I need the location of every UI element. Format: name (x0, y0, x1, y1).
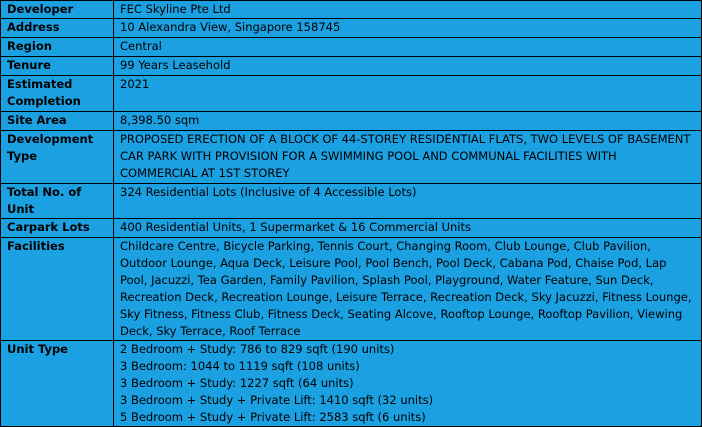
row-development-type (1, 131, 702, 184)
completion-label: Estimated Completion (1, 76, 114, 112)
region-value: Central (114, 38, 702, 57)
development-type-value: PROPOSED ERECTION OF A BLOCK OF 44-STOREY RESIDENTIAL FLATS, TWO LEVELS OF BASEMENT CAR PARK WITH PROVISION FOR A SWIMMING POOL AND COMMUNAL FACILITIES WITH COMMERCIAL AT 1ST STOREY (114, 131, 702, 184)
row-region (1, 38, 702, 57)
completion-value: 2021 (114, 76, 702, 112)
developer-value: FEC Skyline Pte Ltd (114, 1, 702, 19)
row-developer (1, 1, 702, 19)
row-facilities (1, 238, 702, 341)
total-units-value: 324 Residential Lots (Inclusive of 4 Accessible Lots) (114, 184, 702, 219)
tenure-label: Tenure (1, 57, 114, 76)
development-type-label: Development Type (1, 131, 114, 184)
row-tenure (1, 57, 702, 76)
unit-type-line: 2 Bedroom + Study: 786 to 829 sqft (190 units) (120, 342, 395, 356)
row-total-units (1, 184, 702, 219)
tenure-value: 99 Years Leasehold (114, 57, 702, 76)
unit-type-line: 3 Bedroom + Study + Private Lift: 1410 sqft (32 units) (120, 393, 434, 407)
site-area-label: Site Area (1, 112, 114, 131)
row-unit-type (1, 341, 702, 427)
site-area-value: 8,398.50 sqm (114, 112, 702, 131)
address-value: 10 Alexandra View, Singapore 158745 (114, 19, 702, 38)
unit-type-line: 3 Bedroom + Study: 1227 sqft (64 units) (120, 376, 354, 390)
carpark-value: 400 Residential Units, 1 Supermarket & 16 Commercial Units (114, 219, 702, 238)
carpark-label: Carpark Lots (1, 219, 114, 238)
region-label: Region (1, 38, 114, 57)
row-site-area (1, 112, 702, 131)
unit-type-line: 3 Bedroom: 1044 to 1119 sqft (108 units) (120, 359, 360, 373)
total-units-label: Total No. of Unit (1, 184, 114, 219)
unit-type-label: Unit Type (1, 341, 114, 427)
developer-label: Developer (1, 1, 114, 19)
facilities-label: Facilities (1, 238, 114, 341)
row-carpark (1, 219, 702, 238)
row-completion (1, 76, 702, 112)
unit-type-line: 5 Bedroom + Study + Private Lift: 2583 sqft (6 units) (120, 410, 426, 424)
address-label: Address (1, 19, 114, 38)
facilities-value: Childcare Centre, Bicycle Parking, Tennis Court, Changing Room, Club Lounge, Club Pavilion, Outdoor Lounge, Aqua Deck, Leisure Pool, Pool Bench, Pool Deck, Cabana Pod, Chaise Pod, Lap Pool, Jacuzzi, Tea Garden, Family Pavilion, Splash Pool, Playground, Water Feature, Sun Deck, Recreation Deck, Recreation Lounge, Leisure Terrace, Recreation Deck, Sky Jacuzzi, Fitness Lounge, Sky Fitness, Fitness Club, Fitness Deck, Seating Alcove, Rooftop Lounge, Rooftop Pavilion, Viewing Deck, Sky Terrace, Roof Terrace (114, 238, 702, 341)
unit-type-value (114, 341, 702, 427)
row-address (1, 19, 702, 38)
